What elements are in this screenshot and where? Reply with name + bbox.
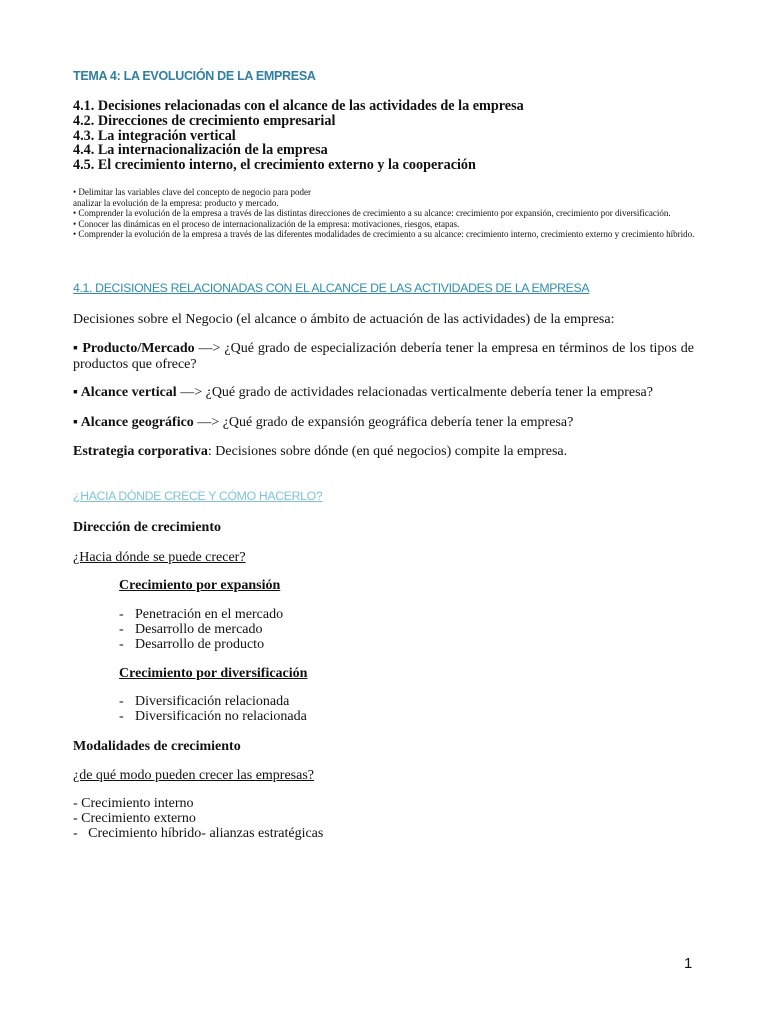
list-item: - Desarrollo de producto [119,636,265,652]
toc-item: 4.4. La internacionalización de la empresa [73,142,328,159]
list-item: - Crecimiento externo [73,810,196,826]
list-item-text: Penetración en el mercado [135,607,284,622]
diversification-list [119,695,307,725]
objective-item: analizar la evolución de la empresa: producto y mercado. [73,197,279,208]
list-item: - Desarrollo de mercado [119,621,263,637]
list-item: - Crecimiento híbrido- alianzas estratégicas [73,825,324,841]
document-title: TEMA 4: LA EVOLUCIÓN DE LA EMPRESA [73,69,316,83]
toc-item: 4.2. Direcciones de crecimiento empresarial [73,112,336,129]
modalities-list [73,797,323,841]
list-item-text: Desarrollo de producto [135,636,265,652]
direction-heading-text: Dirección de crecimiento [73,520,221,535]
section-heading-4-1: 4.1. DECISIONES RELACIONADAS CON EL ALCANCE DE LAS ACTIVIDADES DE LA EMPRESA [73,281,590,295]
question-text: —> ¿Qué grado de expansión geográfica debería tener la empresa? [193,415,574,430]
question-geographic-scope [73,415,573,431]
modalities-heading-text: Modalidades de crecimiento [73,739,241,754]
strategy-text: : Decisiones sobre dónde (en qué negocios) compite la empresa. [207,444,568,459]
objective-item: • Comprender la evolución de la empresa a través de las distintas direcciones de crecimiento a su alcance: crecimiento por expansión, crecimiento por diversificación. [73,208,671,219]
modalities-heading [73,739,241,755]
intro-paragraph: Decisiones sobre el Negocio (el alcance o ámbito de actuación de las actividades) de la empresa: [73,312,615,327]
corporate-strategy-paragraph [73,444,567,460]
section-heading-growth: ¿HACIA DÓNDE CRECE Y CÓMO HACERLO? [73,489,323,503]
question-product-market [73,341,694,372]
direction-heading [73,520,221,536]
list-item: - Penetración en el mercado [119,607,284,622]
question-label: ▪ Alcance vertical [73,385,177,400]
direction-question: ¿Hacia dónde se puede crecer? [73,550,246,565]
objective-item: • Conocer las dinámicas en el proceso de internacionalización de la empresa: motivaciones, riesgos, etapas. [73,218,460,229]
list-item-text: Diversificación relacionada [135,694,290,709]
objectives-list [73,187,697,240]
list-item-text: Desarrollo de mercado [135,621,263,637]
question-label: ▪ Producto/Mercado [73,341,195,356]
list-item: - Diversificación no relacionada [119,708,307,724]
question-text: —> ¿Qué grado de especialización debería tener la empresa en términos de los tipos de productos que ofrece? [73,341,694,372]
list-item: - Diversificación relacionada [119,694,290,709]
objective-item: • Delimitar las variables clave del concepto de negocio para poder [73,187,312,197]
toc-item: 4.1. Decisiones relacionadas con el alcance de las actividades de la empresa [73,98,524,114]
question-vertical-scope [73,385,653,401]
list-item: - Crecimiento interno [73,796,194,811]
expansion-heading: Crecimiento por expansión [119,578,281,593]
toc-item: 4.3. La integración vertical [73,127,236,144]
objective-item: • Comprender la evolución de la empresa a través de las diferentes modalidades de crecimiento a su alcance: crecimiento interno, crecimiento externo y crecimiento híbrido. [73,229,695,240]
toc-item: 4.5. El crecimiento interno, el crecimiento externo y la cooperación [73,157,476,174]
table-of-contents [73,99,524,173]
question-label: ▪ Alcance geográfico [73,415,194,430]
list-item-text: Diversificación no relacionada [135,708,307,724]
strategy-label: Estrategia corporativa [73,444,208,459]
modalities-question: ¿de qué modo pueden crecer las empresas? [73,768,314,783]
page-number: 1 [684,955,693,972]
expansion-list [119,608,283,652]
question-text: —> ¿Qué grado de actividades relacionadas verticalmente debería tener la empresa? [176,385,653,400]
diversification-heading: Crecimiento por diversificación [119,666,308,681]
